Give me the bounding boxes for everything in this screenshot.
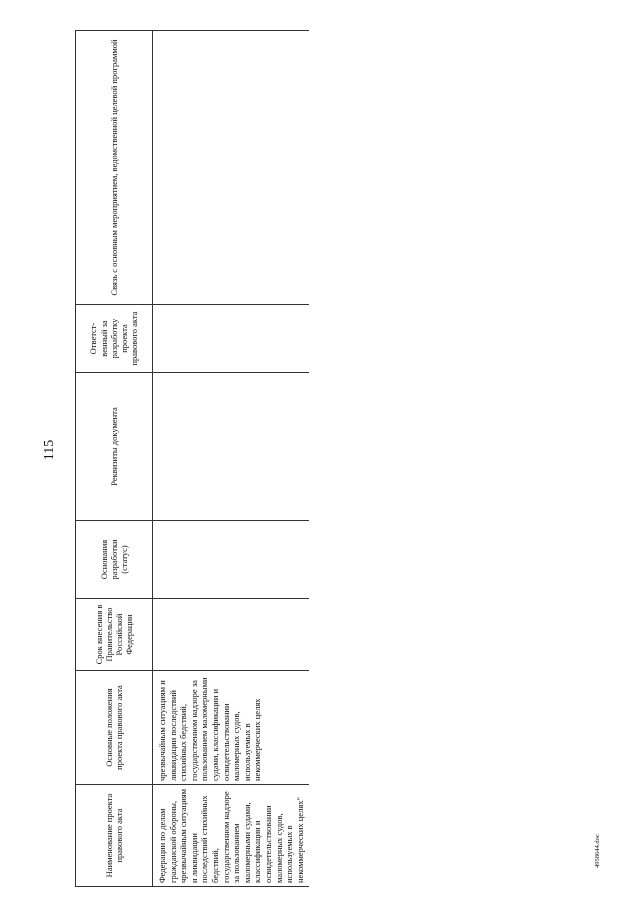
cell-link <box>153 31 310 305</box>
cell-requisites <box>153 373 310 521</box>
legal-acts-table <box>75 30 309 887</box>
header-deadline: Срок внесения в Правительство Российской Федерации <box>76 599 153 671</box>
provisions-text: чрезвычайным ситуациям и ликвидации последствий стихийных бедствий, государственном надзоре за пользованием маломерными судами, классификации и освидетельствовании маломерных судов, используемых в некоммерческих целях <box>157 677 263 781</box>
table-header-row <box>76 31 153 887</box>
cell-provisions <box>153 671 310 785</box>
header-provisions: Основные положения проекта правового акта <box>76 671 153 785</box>
header-requisites: Реквизиты документа <box>76 373 153 521</box>
header-responsible: Ответст- венный за разработку проекта правового акта <box>76 305 153 373</box>
program-table <box>75 31 303 887</box>
table-row <box>153 31 310 887</box>
header-act-name: Наименование проекта правового акта <box>76 785 153 887</box>
document-id: 4958644.doc <box>594 834 601 868</box>
act-name-text: Федерации по делам гражданской обороны, чрезвычайным ситуациям и ликвидации последствий стихийных бедствий, государственном надзоре за пользованием маломерными судами, классификации и освидетельствовании маломерных судов, используемых в некоммерческих целях" <box>157 788 305 883</box>
cell-basis <box>153 521 310 599</box>
header-basis: Основания разработки (статус) <box>76 521 153 599</box>
cell-act-name <box>153 785 310 887</box>
page-number: 115 <box>42 439 57 461</box>
header-link: Связь с основным мероприятием, ведомственной целевой программой <box>76 31 153 305</box>
cell-responsible <box>153 305 310 373</box>
cell-deadline <box>153 599 310 671</box>
